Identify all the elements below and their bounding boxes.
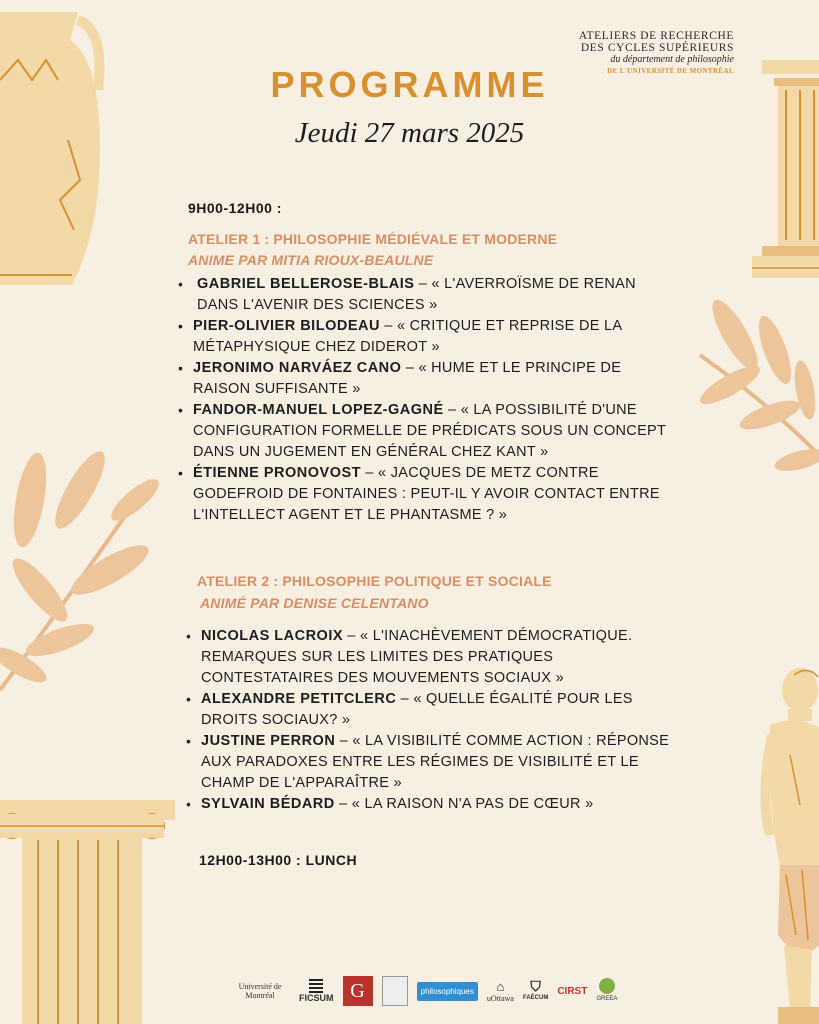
talk-title: – « JACQUES DE METZ CONTRE GODEFROID DE FONTAINES : PEUT-IL Y AVOIR CONTACT ENTRE L'INTELLECT AGENT ET LE PHANTASME ? » xyxy=(193,465,660,523)
philosophiques-logo: philosophiques xyxy=(417,982,478,1001)
header-line-1: ATELIERS DE RECHERCHE xyxy=(578,30,734,42)
faecum-logo: ⛉ FAÉCUM xyxy=(522,978,549,1001)
greea-logo xyxy=(596,978,617,1004)
talk-title: – « LA VISIBILITÉ COMME ACTION : RÉPONSE AUX PARADOXES ENTRE LES RÉGIMES DE VISIBILITÉ ET LE CHAMP DE L'APPARAÎTRE » xyxy=(201,733,670,791)
speaker-name: GABRIEL BELLEROSE-BLAIS xyxy=(197,276,415,292)
atelier2-talk-list xyxy=(201,626,671,815)
header-line-2: DES CYCLES SUPÉRIEURS xyxy=(580,42,734,54)
speaker-name: JUSTINE PERRON xyxy=(201,733,336,749)
leaf-branch-right-illustration xyxy=(690,295,819,480)
cirst-logo: CIRST xyxy=(557,985,588,997)
list-item xyxy=(201,626,671,689)
page-title: PROGRAMME xyxy=(270,64,549,105)
list-item xyxy=(201,689,671,731)
list-item xyxy=(193,274,673,316)
atelier1-title: ATELIER 1 : PHILOSOPHIE MÉDIÉVALE ET MODERNE xyxy=(188,231,558,247)
sponsor-logos xyxy=(230,976,617,1006)
speaker-name: NICOLAS LACROIX xyxy=(201,628,344,644)
speaker-name: JERONIMO NARVÁEZ CANO xyxy=(193,360,402,376)
talk-title: – « L'AVERROÏSME DE RENAN DANS L'AVENIR DES SCIENCES » xyxy=(197,276,636,313)
session1-time: 9H00-12H00 : xyxy=(188,200,282,216)
talk-title: – « QUELLE ÉGALITÉ POUR LES DROITS SOCIAUX? » xyxy=(201,691,633,728)
udem-logo: Université de Montréal xyxy=(238,982,282,1000)
header-line-3: du département de philosophie xyxy=(610,54,734,65)
talk-title: – « HUME ET LE PRINCIPE DE RAISON SUFFISANTE » xyxy=(193,360,622,397)
greea-label: GREEA xyxy=(596,996,618,1002)
ficsum-label: FICSUM xyxy=(299,993,334,1003)
speaker-name: FANDOR-MANUEL LOPEZ-GAGNÉ xyxy=(193,402,444,418)
list-item xyxy=(193,463,673,526)
lunch-time: 12H00-13H00 : LUNCH xyxy=(199,852,358,868)
talk-title: – « CRITIQUE ET REPRISE DE LA MÉTAPHYSIQUE CHEZ DIDEROT » xyxy=(193,318,622,355)
talk-title: – « L'INACHÈVEMENT DÉMOCRATIQUE. REMARQUES SUR LES LIMITES DES PRATIQUES CONTESTATAIRES DES MOUVEMENTS SOCIAUX » xyxy=(201,628,633,686)
uottawa-logo: ⌂ uOttawa xyxy=(486,978,514,1003)
list-item xyxy=(201,794,671,815)
list-item xyxy=(193,316,673,358)
column-bottom-left-illustration xyxy=(0,800,175,1024)
speaker-name: PIER-OLIVIER BILODEAU xyxy=(193,318,380,334)
cri-logo xyxy=(382,976,408,1006)
atelier1-moderator: ANIME PAR MITIA RIOUX-BEAULNE xyxy=(188,252,434,268)
list-item xyxy=(193,358,673,400)
atelier2-moderator: ANIMÉ PAR DENISE CELENTANO xyxy=(200,595,429,611)
g-logo: G xyxy=(343,976,373,1006)
list-item xyxy=(193,400,673,463)
statue-illustration xyxy=(750,665,819,1024)
header-line-4: DE L'UNIVERSITÉ DE MONTRÉAL xyxy=(607,67,734,75)
speaker-name: SYLVAIN BÉDARD xyxy=(201,796,335,812)
vase-illustration xyxy=(0,0,110,300)
speaker-name: ÉTIENNE PRONOVOST xyxy=(193,465,362,481)
talk-title: – « LA POSSIBILITÉ D'UNE CONFIGURATION FORMELLE DE PRÉDICATS SOUS UN CONCEPT DANS UN JUGEMENT EN GÉNÉRAL CHEZ KANT » xyxy=(193,402,666,460)
event-date: Jeudi 27 mars 2025 xyxy=(294,117,525,149)
speaker-name: ALEXANDRE PETITCLERC xyxy=(201,691,397,707)
talk-title: – « LA RAISON N'A PAS DE CŒUR » xyxy=(334,796,594,812)
leaf-branch-left-illustration xyxy=(0,440,170,700)
ficsum-logo xyxy=(299,979,334,1003)
faecum-label: FAÉCUM xyxy=(522,995,549,1001)
list-item xyxy=(201,731,671,794)
atelier1-talk-list xyxy=(193,274,673,526)
uottawa-label: uOttawa xyxy=(486,993,514,1003)
atelier2-title: ATELIER 2 : PHILOSOPHIE POLITIQUE ET SOCIALE xyxy=(197,573,552,589)
